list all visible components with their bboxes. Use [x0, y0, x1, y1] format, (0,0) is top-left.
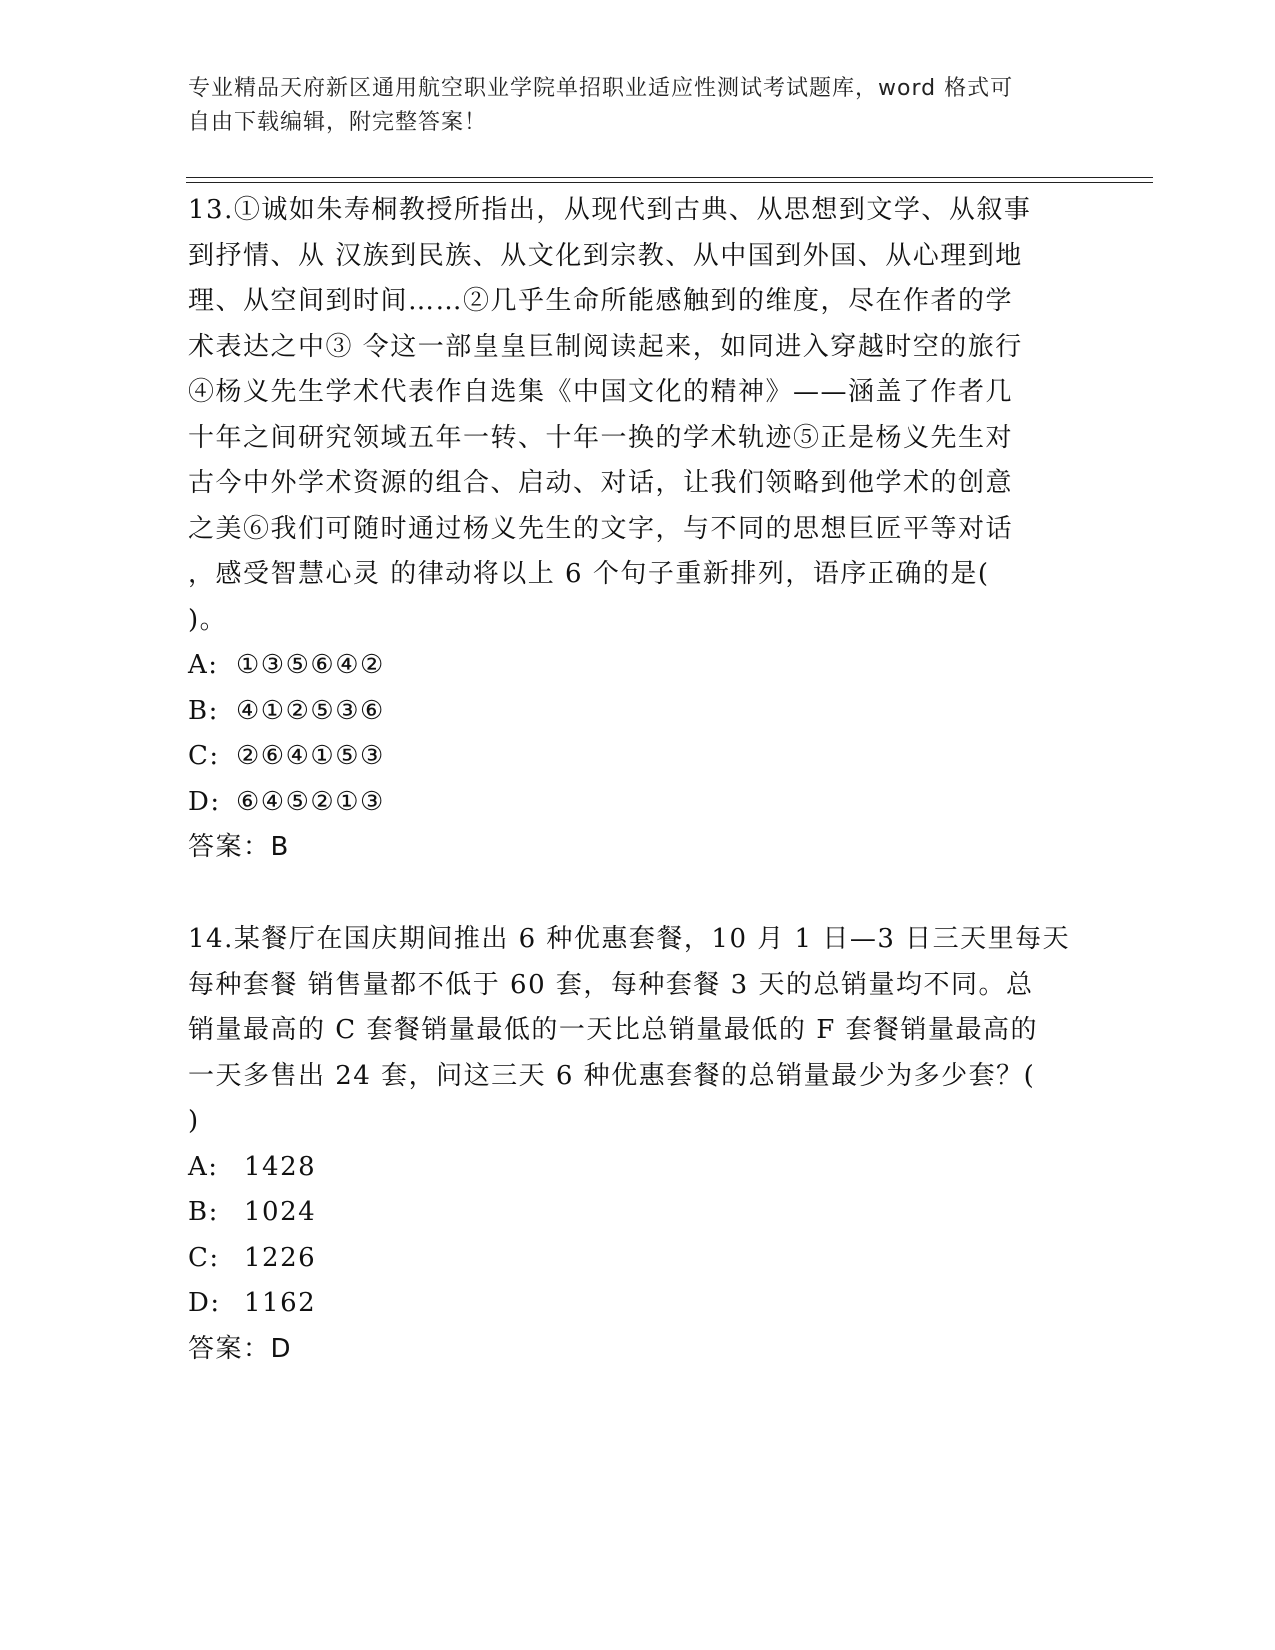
option-letter: C: [188, 1242, 220, 1273]
question-13-line: 十年之间研究领域五年一转、十年一换的学术轨迹⑤正是杨义先生对 [188, 422, 1014, 453]
option-letter: B: [188, 695, 219, 726]
question-13-option-d [188, 780, 1078, 826]
option-text: ①③⑤⑥④② [236, 650, 385, 680]
option-text: 1428 [244, 1151, 317, 1182]
question-14-line: 一天多售出 24 套，问这三天 6 种优惠套餐的总销量最少为多少套？( [188, 1060, 1036, 1091]
option-letter: B: [188, 1197, 219, 1227]
question-14-option-b [188, 1190, 1078, 1236]
option-text: ②⑥④①⑤③ [236, 741, 385, 771]
question-13-option-c [188, 734, 1078, 780]
header-divider-bottom [186, 182, 1153, 183]
question-13-option-b [188, 689, 1078, 735]
question-13-option-a [188, 643, 1078, 689]
question-13-line: 理、从空间到时间……②几乎生命所能感触到的维度，尽在作者的学 [188, 286, 1014, 316]
question-13 [188, 188, 1078, 871]
document-header [188, 72, 1068, 140]
question-13-line: 古今中外学术资源的组合、启动、对话，让我们领略到他学术的创意 [188, 468, 1014, 498]
question-14-answer: 答案：D [188, 1333, 293, 1364]
question-13-line: 到抒情、从 汉族到民族、从文化到宗教、从中国到外国、从心理到地 [188, 240, 1023, 271]
question-14-line: 每种套餐 销售量都不低于 60 套，每种套餐 3 天的总销量均不同。总 [188, 969, 1034, 1000]
question-14-line: ) [188, 1106, 200, 1136]
question-14-option-d [188, 1281, 1078, 1327]
question-13-line: 术表达之中③ 令这一部皇皇巨制阅读起来，如同进入穿越时空的旅行 [188, 331, 1023, 362]
option-letter: C: [188, 741, 220, 771]
header-divider-top [186, 177, 1153, 178]
option-letter: D: [188, 786, 221, 817]
option-text: 1162 [244, 1288, 317, 1318]
option-text: 1226 [244, 1242, 317, 1273]
question-13-line: ④杨义先生学术代表作自选集《中国文化的精神》——涵盖了作者几 [188, 377, 1014, 407]
question-14-line: 销量最高的 C 套餐销量最低的一天比总销量最低的 F 套餐销量最高的 [188, 1015, 1038, 1045]
question-14-option-c [188, 1236, 1078, 1282]
option-text: 1024 [244, 1197, 317, 1227]
option-letter: D: [188, 1288, 221, 1318]
question-14-line: 14.某餐厅在国庆期间推出 6 种优惠套餐，10 月 1 日—3 日三天里每天 [188, 924, 1071, 954]
option-letter: A: [188, 650, 219, 680]
question-13-answer: 答案：B [188, 832, 290, 862]
question-14 [188, 917, 1078, 1372]
header-line-1: 专业精品天府新区通用航空职业学院单招职业适应性测试考试题库，word 格式可 [188, 76, 1014, 101]
question-13-line: 之美⑥我们可随时通过杨义先生的文字，与不同的思想巨匠平等对话 [188, 513, 1014, 544]
question-14-option-a [188, 1145, 1078, 1191]
option-text: ⑥④⑤②①③ [236, 786, 385, 817]
option-text: ④①②⑤③⑥ [236, 695, 385, 726]
question-13-line: ，感受智慧心灵 的律动将以上 6 个句子重新排列，语序正确的是( [188, 559, 990, 589]
option-letter: A: [188, 1151, 219, 1182]
header-line-2: 自由下载编辑，附完整答案！ [188, 110, 488, 135]
question-13-line: )。 [188, 604, 228, 635]
question-13-line: 13.①诚如朱寿桐教授所指出，从现代到古典、从思想到文学、从叙事 [188, 195, 1032, 225]
